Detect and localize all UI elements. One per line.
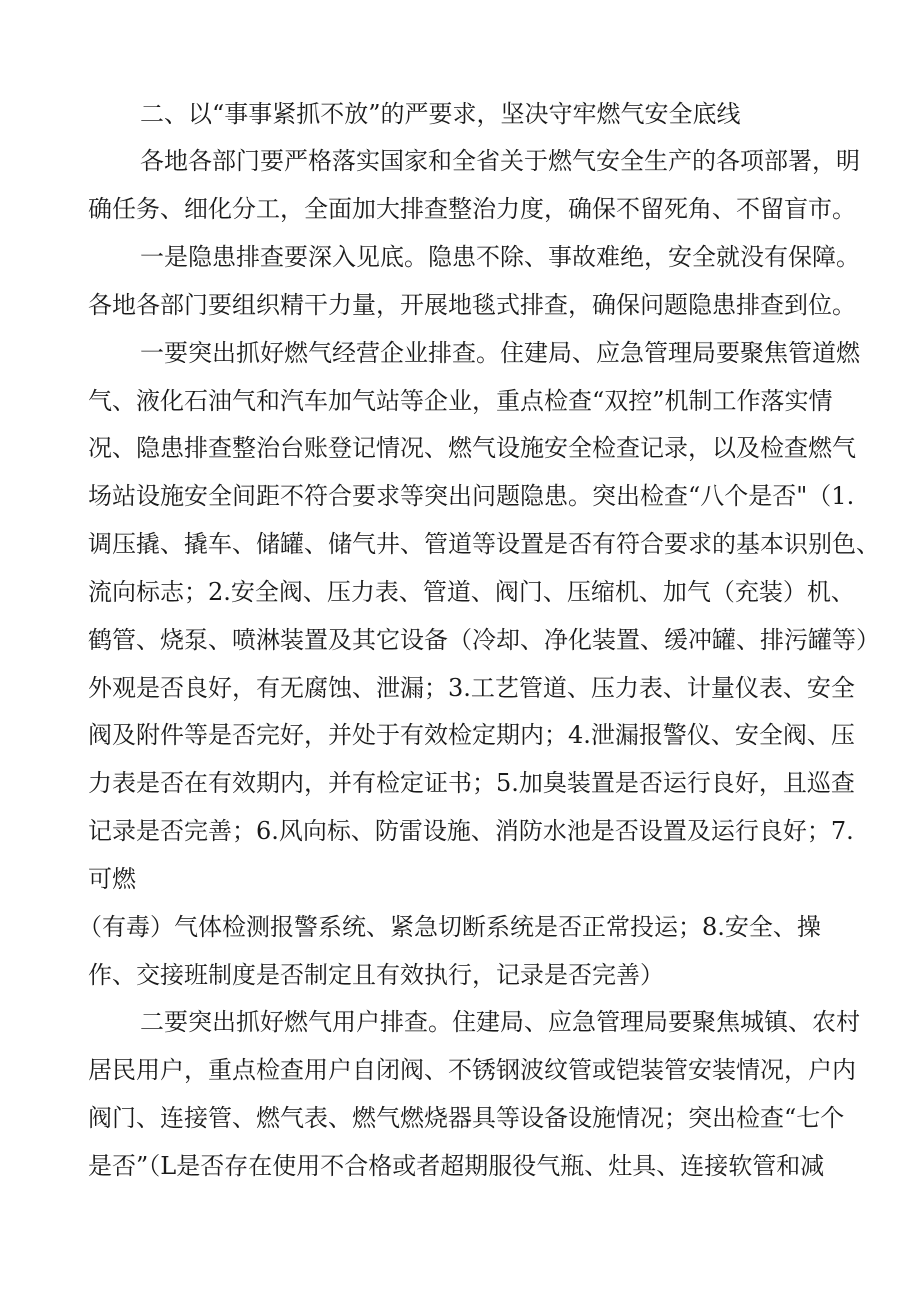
paragraph-line: 外观是否良好，有无腐蚀、泄漏；3.工艺管道、压力表、计量仪表、安全 — [88, 674, 855, 702]
paragraph-line: 一是隐患排查要深入见底。隐患不除、事故难绝，安全就没有保障。 — [140, 243, 860, 271]
paragraph-line: 确任务、细化分工，全面加大排查整治力度，确保不留死角、不留盲市。 — [88, 195, 856, 223]
paragraph-line: 各地各部门要严格落实国家和全省关于燃气安全生产的各项部署，明 — [140, 147, 860, 175]
paragraph-line: 调压撬、撬车、储罐、储气井、管道等设置是否有符合要求的基本识别色、 — [88, 530, 880, 558]
paragraph-line: 力表是否在有效期内，并有检定证书；5.加臭装置是否运行良好，且巡查 — [88, 769, 855, 797]
paragraph-line: 作、交接班制度是否制定且有效执行，记录是否完善） — [88, 961, 664, 989]
paragraph-line: 气、液化石油气和汽车加气站等企业，重点检查“双控”机制工作落实情 — [88, 387, 833, 415]
paragraph-line: 居民用户，重点检查用户自闭阀、不锈钢波纹管或铠装管安装情况，户内 — [88, 1056, 856, 1084]
section-heading: 二、以“事事紧抓不放”的严要求，坚决守牢燃气安全底线 — [140, 100, 741, 128]
paragraph-line: 是否”（L是否存在使用不合格或者超期服役气瓶、灶具、连接软管和减 — [88, 1152, 825, 1180]
paragraph-line: 阀及附件等是否完好，并处于有效检定期内；4.泄漏报警仪、安全阀、压 — [88, 721, 855, 749]
paragraph-line: 阀门、连接管、燃气表、燃气燃烧器具等设备设施情况；突出检查“七个 — [88, 1104, 845, 1132]
paragraph-line: 况、隐患排查整治台账登记情况、燃气设施安全检查记录，以及检查燃气 — [88, 434, 856, 462]
paragraph-line: 流向标志；2.安全阀、压力表、管道、阀门、压缩机、加气（充装）机、 — [88, 578, 855, 606]
paragraph-line: 一要突出抓好燃气经营企业排查。住建局、应急管理局要聚焦管道燃 — [140, 339, 860, 367]
paragraph-line: 鹤管、烧泵、喷淋装置及其它设备（冷却、净化装置、缓冲罐、排污罐等） — [88, 626, 880, 654]
paragraph-line: 可燃 — [88, 865, 136, 893]
paragraph-line: （有毒）气体检测报警系统、紧急切断系统是否正常投运；8.安全、操 — [78, 913, 821, 941]
paragraph-line: 各地各部门要组织精干力量，开展地毯式排查，确保问题隐患排查到位。 — [88, 291, 856, 319]
paragraph-line: 记录是否完善；6.风向标、防雷设施、消防水池是否设置及运行良好；7. — [88, 817, 854, 845]
paragraph-line: 二要突出抓好燃气用户排查。住建局、应急管理局要聚焦城镇、农村 — [140, 1008, 860, 1036]
paragraph-line: 场站设施安全间距不符合要求等突出问题隐患。突出检查“八个是否"（1. — [88, 482, 855, 510]
